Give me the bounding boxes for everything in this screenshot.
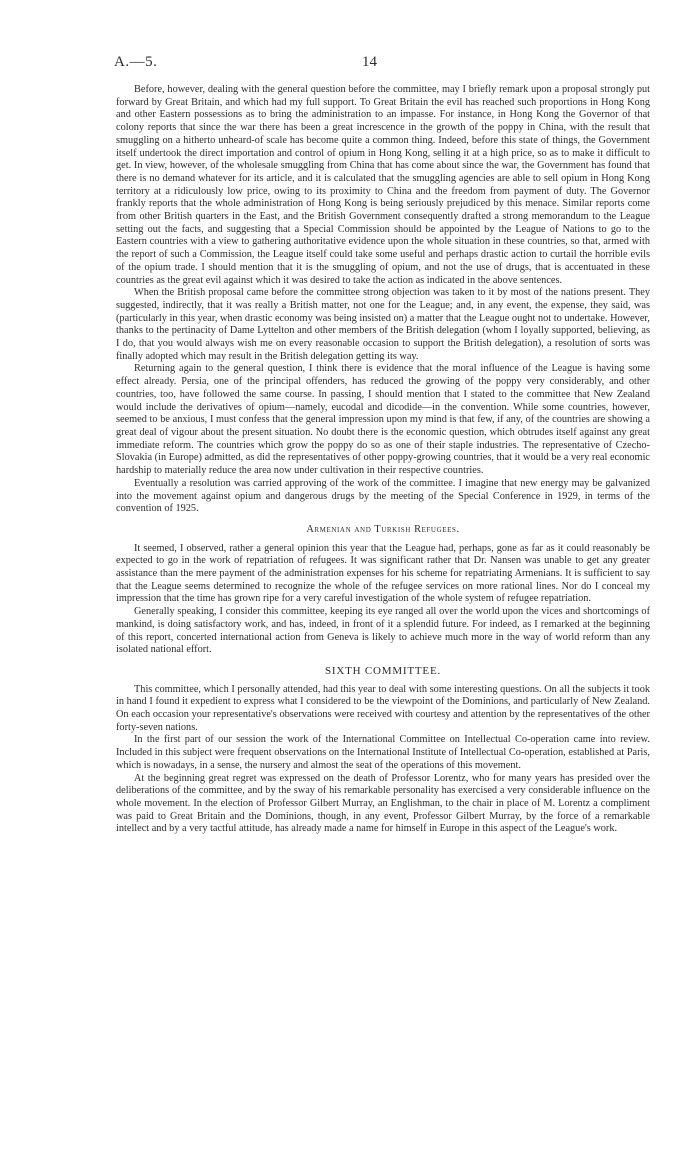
paragraph: In the first part of our session the work of the International Committee on Intellectual Co-operation came into review. Included in this subject were frequent observations on the International Institute of Intellectual Co-operation, established at Paris, which is nowadays, in a sense, the nursery and almost the seat of the operations of this movement. [116,734,650,771]
paragraph: Eventually a resolution was carried approving of the work of the committee. I imagine that new energy may be galvanized into the movement against opium and dangerous drugs by the meeting of the Special Conference in 1929, in terms of the convention of 1925. [116,477,650,515]
section-heading-sixth-committee: SIXTH COMMITTEE. [324,664,442,677]
paragraph: This committee, which I personally attended, had this year to deal with some interesting questions. On all the subjects it took in hand I found it expedient to express what I considered to be the viewpoint of the Dominions, and particularly of New Zealand. On each occasion your representative's observations were received with courtesy and attention by the representatives of the other forty-seven nations. [116,683,650,733]
paragraph: Generally speaking, I consider this committee, keeping its eye ranged all over the world upon the vices and shortcomings of mankind, is doing satisfactory work, and has, indeed, in front of it a splendid future. For indeed, as I remarked at the beginning of this report, concerted international action from Geneva is likely to achieve much more in the way of world reform than any isolated national effort. [116,606,650,656]
page-number: 14 [362,54,377,70]
paragraph: When the British proposal came before the committee strong objection was taken to it by most of the nations present. They suggested, indirectly, that it was really a British matter, not one for the League; and, in any event, the expense, they said, was (particularly in this year, when drastic economy was being insisted on) a matter that the League ought not to undertake. However, thanks to the pertinacity of Dame Lyttelton and other members of the British delegation (whom I loyally supported, believing, as I do, that you would always wish me on every reasonable occasion to support the British delegation), a resolution of sorts was finally adopted which may result in the British delegation getting its way. [116,287,650,362]
document-body [116,84,650,836]
paragraph: At the beginning great regret was expressed on the death of Professor Lorentz, who for many years has presided over the deliberations of the committee, and by the sway of his remarkable personality has exercised a very considerable influence on the whole movement. In the election of Professor Gilbert Murray, an Englishman, to the chair in place of M. Lorentz a compliment was paid to Great Britain and the Dominions, though, in any event, Professor Gilbert Murray, by the force of a remarkable intellect and by a very tactful attitude, has already made a name for himself in Europe in this aspect of the League's work. [116,772,650,835]
paragraph: Returning again to the general question, I think there is evidence that the moral influence of the League is having some effect already. Persia, one of the principal offenders, has reduced the growing of the poppy very considerably, and other countries, too, have followed the same course. In passing, I should mention that I stated to the committee that New Zealand would include the derivatives of opium—namely, eucodal and dicodide—in the convention. While some countries, however, seemed to be anxious, I must confess that the general impression upon my mind is that few, if any, of the countries are showing a great deal of vigour about the present situation. No doubt there is the economic question, which obtrudes itself against any great immediate reform. The countries which grow the poppy do so as one of their staple industries. The representative of Czecho-Slovakia (in Europe) admitted, as did the representatives of other poppy-growing countries, that it would be a very real economic hardship to materially reduce the area now under cultivation in their respective countries. [116,363,650,477]
paragraph: It seemed, I observed, rather a general opinion this year that the League had, perhaps, gone as far as it could reasonably be expected to go in the work of repatriation of refugees. It was significant rather that Dr. Nansen was unable to get any greater assistance than the mere payment of the administration expenses for his scheme for repatriating Armenians. It is sufficient to say that the League seems determined to recognize the whole of the refugee services on more rational lines. Nor do I conceal my impression that the time has grown ripe for a very careful investigation of the whole system of refugee repatriation. [116,542,650,605]
paragraph: Before, however, dealing with the general question before the committee, may I briefly remark upon a proposal strongly put forward by Great Britain, and which had my full support. To Great Britain the evil has reached such proportions in Hong Kong and other Eastern possessions as to bring the administration to an impasse. For instance, in Hong Kong the Governor of that colony reports that since the war there has been a great increscence in the growth of the poppy in China, with the result that smuggling on a hitherto unheard-of scale has become quite a common thing. Indeed, before this state of things, the Government itself undertook the direct importation and control of opium in Hong Kong, selling it at a high price, so as to make it difficult to get. In view, however, of the wholesale smuggling from China that has come about since the war, the Government has found that there is no demand whatever for its article, and it is calculated that the smuggling agencies are able to sell opium in Hong Kong territory at a ridiculously low price, owing to its proximity to China and the freedom from payment of duty. The Governor frankly reports that the whole administration of Hong Kong is being seriously prejudiced by this menace. Similar reports come from other British quarters in the East, and the British Government consequently drafted a strong memorandum to the League setting out the facts, and suggesting that a Special Commission should be appointed by the League of Nations to go to the Eastern countries with a view to gathering authoritative evidence upon the whole situation in these countries, so that, armed with the report of such a Commission, the League itself could take some useful and perhaps drastic action to curtail the horrible evils of the opium trade. I should mention that it is the smuggling of opium, and not the use of drugs, that is accentuated in these countries as the great evil against which it was desired to take the action as indicated in the above sentences. [116,84,650,286]
section-heading-refugees: Armenian and Turkish Refugees. [306,523,460,535]
page-header [114,54,640,74]
document-reference: A.—5. [114,54,158,70]
